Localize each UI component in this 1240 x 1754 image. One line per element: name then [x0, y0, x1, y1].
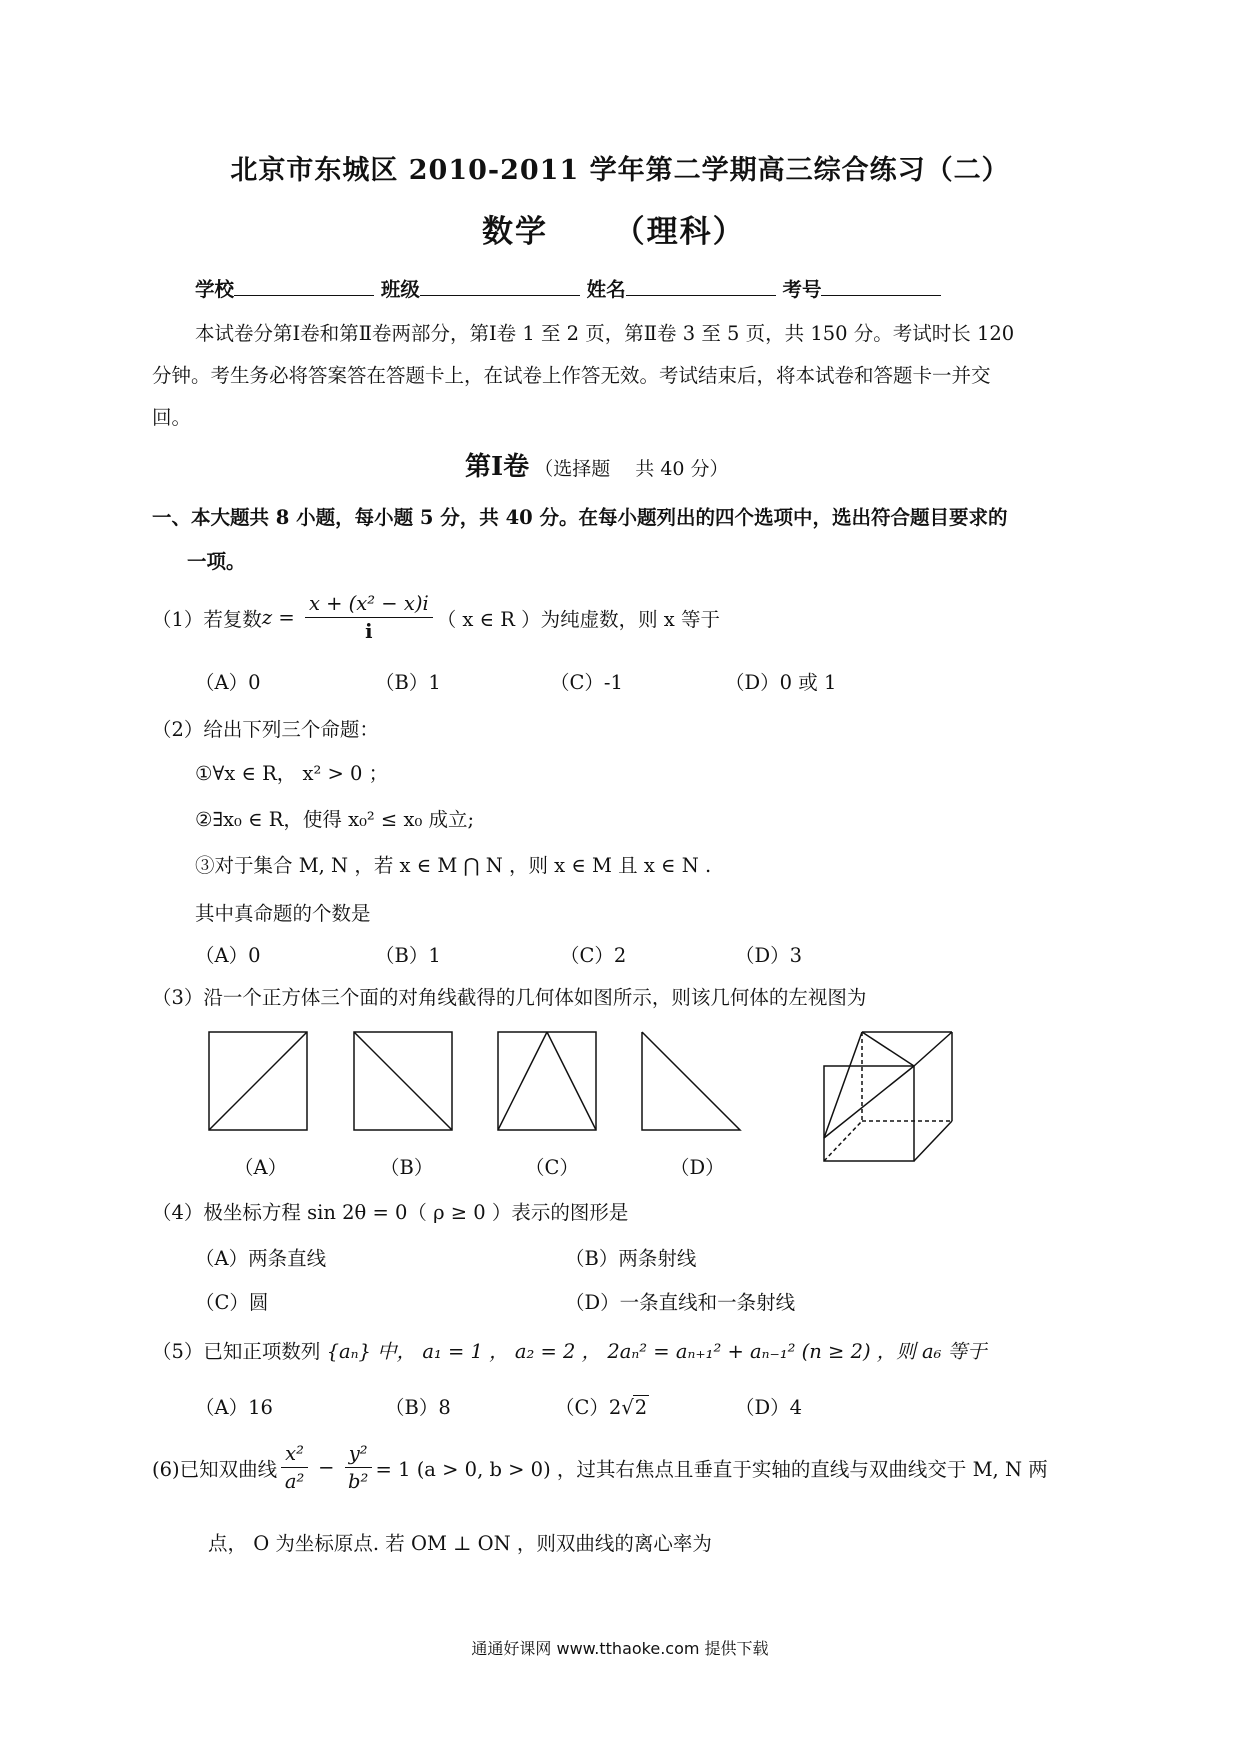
q1-prefix: （1）若复数 [152, 607, 262, 631]
q6-line-2: 点， O 为坐标原点. 若 OM ⊥ ON ，则双曲线的离心率为 [208, 1532, 712, 1555]
q2-option-b: （B）1 [375, 944, 441, 967]
q1-option-c: （C）-1 [550, 671, 623, 694]
q5-sequence: {aₙ} [326, 1340, 371, 1363]
q2-stem: （2）给出下列三个命题： [152, 718, 379, 741]
q5-option-c-text: （C）2 [555, 1396, 622, 1419]
q2-option-c: （C）2 [560, 944, 627, 967]
question-1 [152, 592, 720, 643]
exam-no-blank [821, 277, 941, 296]
school-blank [234, 277, 374, 296]
q6-fraction-y-num: y² [345, 1442, 372, 1468]
q2-ask: 其中真命题的个数是 [195, 902, 371, 925]
q1-numerator: x + (x² − x)i [305, 592, 433, 618]
school-label: 学校 [195, 278, 235, 301]
sqrt-icon: √ [621, 1396, 634, 1419]
q5-rest: 中， a₁ = 1 ， a₂ = 2 ， 2aₙ² = aₙ₊₁² + aₙ₋₁² (n ≥ 2) ，则 a₆ 等于 [377, 1340, 987, 1363]
class-label: 班级 [380, 278, 420, 301]
page-footer: 通通好课网 www.tthaoke.com 提供下载 [471, 1639, 769, 1658]
q3-view-c [498, 1032, 596, 1130]
q5-option-a: （A）16 [195, 1396, 273, 1419]
q3-solid-figure [824, 1032, 952, 1161]
name-blank [626, 277, 776, 296]
q3-figures [0, 1020, 1240, 1180]
exam-no-label: 考号 [782, 278, 822, 301]
q1-var-z: z [261, 606, 273, 629]
info-fields-row [195, 274, 941, 302]
q5-prefix: （5）已知正项数列 [152, 1340, 321, 1363]
q2-option-a: （A）0 [195, 944, 261, 967]
q3-view-b [354, 1032, 452, 1130]
q3-view-a [209, 1032, 307, 1130]
q3-label-d: （D） [670, 1156, 725, 1179]
question-5 [152, 1336, 987, 1364]
document-subtitle [482, 206, 746, 251]
q2-option-d: （D）3 [735, 944, 803, 967]
q1-option-b: （B）1 [375, 671, 441, 694]
q3-label-b: （B） [380, 1156, 434, 1179]
q1-condition: （ x ∈ R ）为纯虚数，则 x 等于 [436, 607, 720, 631]
q1-eq: = [272, 606, 301, 629]
q6-fraction-y [345, 1442, 372, 1493]
q1-fraction [305, 592, 433, 643]
q6-prefix: (6)已知双曲线 [152, 1457, 278, 1481]
q1-option-d: （D）0 或 1 [725, 671, 837, 694]
q5-option-d: （D）4 [735, 1396, 803, 1419]
q2-proposition-2: ②∃x₀ ∈ R，使得 x₀² ≤ x₀ 成立; [195, 808, 475, 831]
q4-option-c: （C）圆 [195, 1291, 269, 1314]
q2-proposition-3: ③对于集合 M, N ，若 x ∈ M ⋂ N ，则 x ∈ M 且 x ∈ N . [195, 854, 712, 877]
intro-line-1: 本试卷分第Ⅰ卷和第Ⅱ卷两部分，第Ⅰ卷 1 至 2 页，第Ⅱ卷 3 至 5 页，共 150 分。考试时长 120 [195, 322, 1015, 345]
q3-view-d [642, 1032, 740, 1130]
q1-denominator: i [365, 620, 373, 643]
q4-stem: （4）极坐标方程 sin 2θ = 0（ ρ ≥ 0 ）表示的图形是 [152, 1201, 629, 1224]
question-6 [152, 1442, 1048, 1493]
q2-proposition-1: ①∀x ∈ R， x² > 0 ； [195, 762, 389, 785]
class-blank [420, 277, 580, 296]
q1-option-a: （A）0 [195, 671, 261, 694]
intro-line-3: 回。 [152, 406, 192, 429]
intro-line-2: 分钟。考生务必将答案答在答题卡上，在试卷上作答无效。考试结束后，将本试卷和答题卡一并交 [152, 364, 991, 387]
section1-line-1: 一、本大题共 8 小题，每小题 5 分，共 40 分。在每小题列出的四个选项中，选出符合题目要求的 [152, 506, 1008, 529]
q4-option-b: （B）两条射线 [565, 1247, 697, 1270]
branch-label: （理科） [613, 214, 746, 250]
section1-line-2: 一项。 [187, 550, 246, 573]
q5-option-b: （B）8 [385, 1396, 451, 1419]
name-label: 姓名 [586, 278, 626, 301]
q5-option-c-radicand: 2 [634, 1396, 648, 1419]
q3-stem: （3）沿一个正方体三个面的对角线截得的几何体如图所示，则该几何体的左视图为 [152, 986, 867, 1009]
q6-fraction-x-num: x² [281, 1442, 308, 1468]
q6-fraction-x [281, 1442, 308, 1493]
q3-label-a: （A） [234, 1156, 288, 1179]
q6-fraction-x-den: a² [284, 1470, 305, 1493]
q4-option-d: （D）一条直线和一条射线 [565, 1291, 796, 1314]
part1-heading [465, 446, 729, 483]
q3-label-c: （C） [525, 1156, 579, 1179]
part1-title: 第Ⅰ卷 [465, 452, 530, 482]
part1-note: （选择题 共 40 分） [534, 458, 729, 480]
document-title: 北京市东城区 2010-2011 学年第二学期高三综合练习（二） [230, 155, 1010, 186]
q6-rest: = 1 (a > 0, b > 0) ，过其右焦点且垂直于实轴的直线与双曲线交于 M, N 两 [375, 1457, 1048, 1481]
subject-label: 数学 [482, 214, 548, 250]
q4-option-a: （A）两条直线 [195, 1247, 327, 1270]
q5-option-c [555, 1392, 649, 1420]
q6-minus: − [311, 1456, 341, 1479]
q6-fraction-y-den: b² [347, 1470, 369, 1493]
